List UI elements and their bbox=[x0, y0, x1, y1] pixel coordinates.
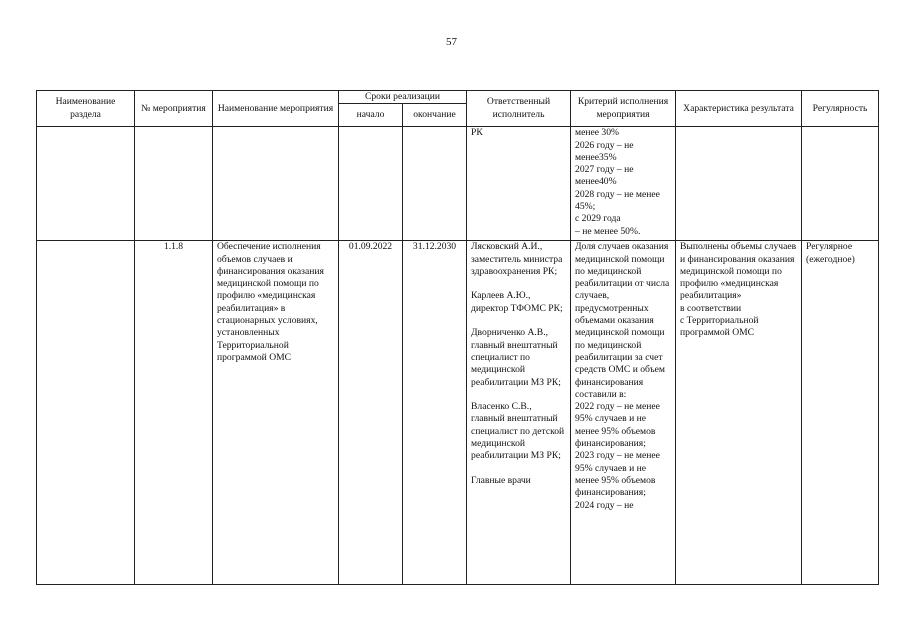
cell-end bbox=[403, 127, 467, 241]
page-number: 57 bbox=[446, 36, 457, 48]
cell-criterion bbox=[571, 241, 676, 585]
measure-number: 1.1.8 bbox=[163, 241, 184, 253]
header-section: Наименование раздела bbox=[37, 91, 135, 127]
cell-section bbox=[37, 127, 135, 241]
cell-executor bbox=[467, 127, 571, 241]
cell-result bbox=[676, 241, 802, 585]
header-number: № мероприятия bbox=[135, 91, 213, 127]
header-result: Характеристика результата bbox=[676, 91, 802, 127]
cell-name bbox=[213, 241, 339, 585]
table-row bbox=[37, 127, 879, 241]
measure-name: Обеспечение исполнения объемов случаев и финансирования оказания медицинской помощи по профилю «медицинская реабилитация» в стационарных условиях, установленных Территориальной программой ОМС bbox=[217, 241, 324, 363]
criterion-text: Доля случаев оказания медицинской помощи по медицинской реабилитации от числа случаев, предусмотренных объемами оказания медицинской помощи по медицинской реабилитации за счет средств ОМС и объем финансирования составили в: 2022 году – не менее 95% случаев и не менее 95% объемов финансирования; 2023 году – не менее 95% случаев и не менее 95% объемов финансирования; 2024 году – не bbox=[575, 241, 670, 511]
header-regularity: Регулярность bbox=[802, 91, 879, 127]
start-date: 01.09.2022 bbox=[348, 241, 393, 253]
executor-text: РК bbox=[471, 127, 483, 139]
cell-result bbox=[676, 127, 802, 241]
header-executor: Ответственный исполнитель bbox=[467, 91, 571, 127]
regularity-text: Регулярное (ежегодное) bbox=[806, 241, 855, 265]
measures-table bbox=[36, 90, 879, 585]
end-date: 31.12.2030 bbox=[412, 241, 457, 253]
cell-criterion bbox=[571, 127, 676, 241]
cell-start bbox=[339, 241, 403, 585]
header-name: Наименование мероприятия bbox=[213, 91, 339, 127]
cell-regularity bbox=[802, 127, 879, 241]
cell-regularity bbox=[802, 241, 879, 585]
header-end: окончание bbox=[403, 104, 467, 127]
header-criterion: Критерий исполнения мероприятия bbox=[571, 91, 676, 127]
cell-executor bbox=[467, 241, 571, 585]
cell-start bbox=[339, 127, 403, 241]
header-row-top bbox=[37, 91, 879, 104]
cell-end bbox=[403, 241, 467, 585]
cell-name bbox=[213, 127, 339, 241]
table-row bbox=[37, 241, 879, 585]
result-text: Выполнены объемы случаев и финансирования оказания медицинской помощи по профилю «медицинская реабилитация» в соответствии с Территориальной программой ОМС bbox=[680, 241, 797, 339]
header-period: Сроки реализации bbox=[339, 91, 467, 104]
cell-section bbox=[37, 241, 135, 585]
executor-text: Лясковский А.И., заместитель министра здравоохранения РК; Карлеев А.Ю., директор ТФОМС РК; Дворниченко А.В., главный внештатный специалист по медицинской реабилитации МЗ РК; Власенко С.В., главный внештатный специалист по детской медицинской реабилитации МЗ РК; Главные врачи bbox=[471, 241, 565, 486]
cell-number bbox=[135, 127, 213, 241]
cell-number bbox=[135, 241, 213, 585]
criterion-text: менее 30% 2026 году – не менее35% 2027 году – не менее40% 2028 году – не менее 45%; с 2029 года – не менее 50%. bbox=[575, 127, 660, 237]
header-start: начало bbox=[339, 104, 403, 127]
